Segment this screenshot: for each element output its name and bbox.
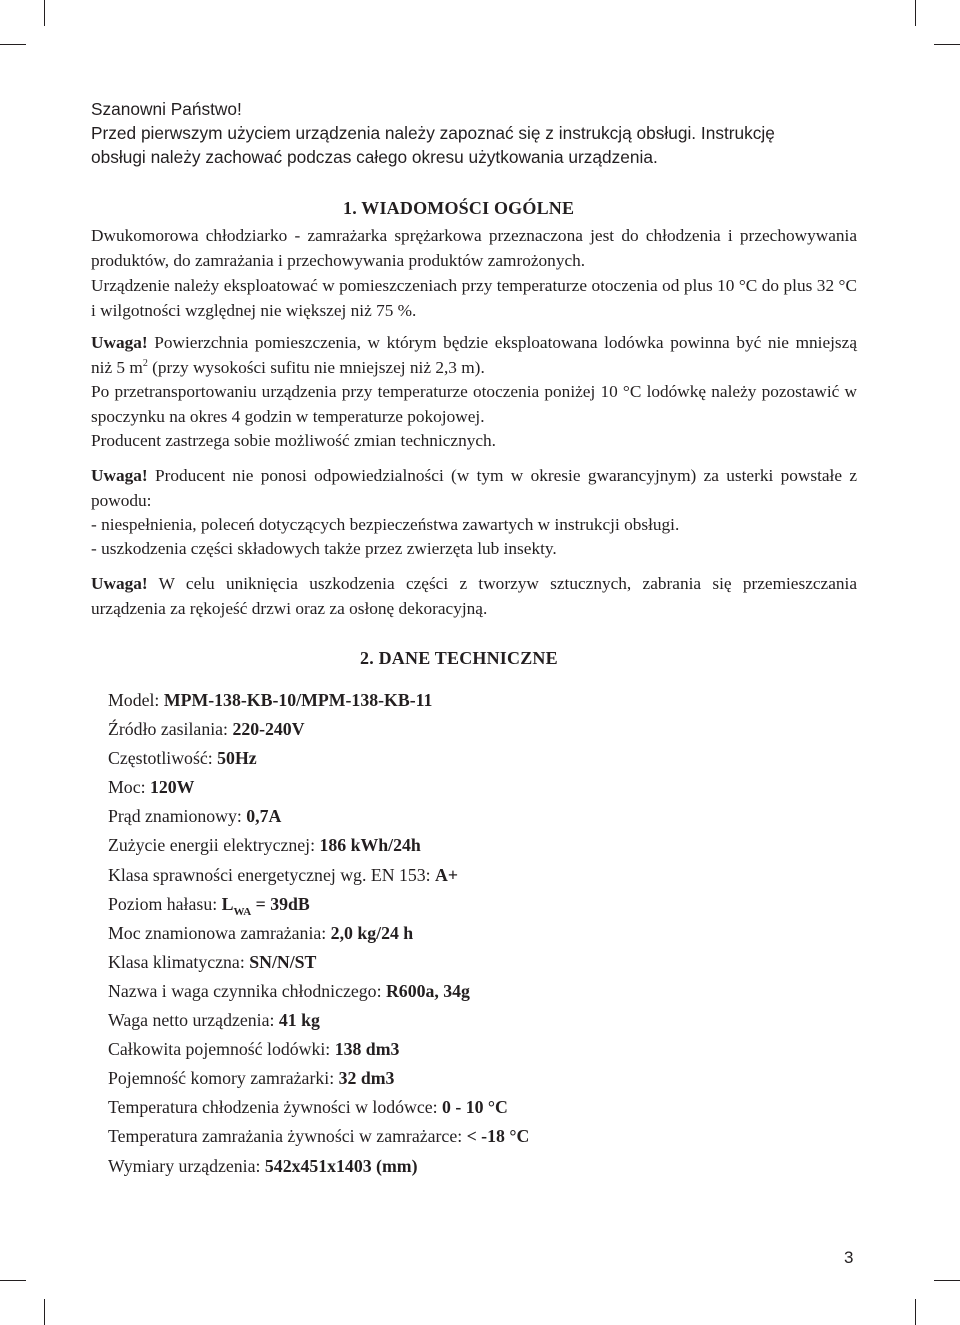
- page-number: 3: [844, 1248, 854, 1267]
- crop-mark: [934, 1280, 960, 1281]
- crop-mark: [0, 1280, 26, 1281]
- section-1-para-1: Dwukomorowa chłodziarko - zamrażarka sprężarkowa przeznaczona jest do chłodzenia i przechowywania produktów, do zamrażania i przechowywania produktów zamrożonych.: [91, 226, 857, 270]
- superscript-2: 2: [142, 357, 148, 369]
- section-2-title: 2. DANE TECHNICZNE: [360, 648, 558, 668]
- spec-frequency: Częstotliwość: 50Hz: [108, 748, 257, 769]
- warning-3: [91, 572, 857, 621]
- intro-line-2: obsługi należy zachować podczas całego okresu użytkowania urządzenia.: [91, 147, 658, 167]
- crop-mark: [44, 0, 45, 26]
- spec-noise-level: Poziom hałasu: $L_{WA} = 39dB$: [108, 893, 310, 918]
- section-1-para-2: Urządzenie należy eksploatować w pomieszczeniach przy temperaturze otoczenia od plus 10 °C do plus 32 °C i wilgotności względnej nie większej niż 75 %.: [91, 276, 857, 320]
- spec-refrigerant: Nazwa i waga czynnika chłodniczego: R600a, 34g: [108, 980, 470, 1001]
- spec-power-source: Źródło zasilania: 220-240V: [108, 719, 305, 740]
- crop-mark: [44, 1299, 45, 1325]
- crop-mark: [915, 0, 916, 26]
- warning-1-text-end: (przy wysokości sufitu nie mniejszej niż 2,3 m).: [147, 357, 485, 377]
- section-1-title: 1. WIADOMOŚCI OGÓLNE: [343, 198, 575, 218]
- spec-freezer-temperature: Temperatura zamrażania żywności w zamrażarce: < -18 °C: [108, 1126, 530, 1147]
- crop-mark: [0, 44, 26, 45]
- warning-1: [91, 331, 857, 380]
- spec-freezing-capacity: Moc znamionowa zamrażania: 2,0 kg/24 h: [108, 922, 414, 943]
- bullet-1: - niespełnienia, poleceń dotyczących bezpieczeństwa zawartych w instrukcji obsługi.: [91, 515, 680, 534]
- spec-list: [108, 686, 529, 1181]
- crop-mark: [915, 1299, 916, 1325]
- spec-fridge-temperature: Temperatura chłodzenia żywności w lodówce: 0 - 10 °C: [108, 1097, 508, 1118]
- spec-total-capacity: Całkowita pojemność lodówki: 138 dm3: [108, 1039, 400, 1060]
- warning-1-text: Powierzchnia pomieszczenia, w którym będzie eksploatowana lodówka powinna być nie mniejszą niż 5 m: [91, 333, 857, 377]
- spec-power: Moc: 120W: [108, 777, 195, 798]
- greeting: Szanowni Państwo!: [91, 99, 242, 119]
- spec-freezer-capacity: Pojemność komory zamrażarki: 32 dm3: [108, 1068, 395, 1089]
- spec-climate-class: Klasa klimatyczna: SN/N/ST: [108, 951, 317, 972]
- warning-2: [91, 464, 857, 513]
- bullet-2: - uszkodzenia części składowych także przez zwierzęta lub insekty.: [91, 539, 557, 558]
- spec-dimensions: Wymiary urządzenia: 542x451x1403 (mm): [108, 1155, 418, 1176]
- crop-mark: [934, 44, 960, 45]
- section-1-para-3: Po przetransportowaniu urządzenia przy temperaturze otoczenia poniżej 10 °C lodówkę należy pozostawić w spoczynku na okres 4 godzin w temperaturze pokojowej.: [91, 382, 857, 426]
- spec-model: Model: MPM-138-KB-10/MPM-138-KB-11: [108, 690, 433, 710]
- spec-net-weight: Waga netto urządzenia: 41 kg: [108, 1010, 320, 1031]
- warning-2-text: Producent nie ponosi odpowiedzialności (w tym w okresie gwarancyjnym) za usterki powstałe z powodu:: [91, 466, 857, 510]
- intro-line-1: Przed pierwszym użyciem urządzenia należy zapoznać się z instrukcją obsługi. Instrukcję: [91, 123, 775, 143]
- warning-label: Uwaga!: [91, 333, 148, 352]
- warning-label: Uwaga!: [91, 466, 148, 485]
- spec-energy-consumption: Zużycie energii elektrycznej: 186 kWh/24h: [108, 835, 421, 856]
- warning-label: Uwaga!: [91, 574, 148, 593]
- spec-energy-class: Klasa sprawności energetycznej wg. EN 153: A+: [108, 864, 459, 885]
- spec-rated-current: Prąd znamionowy: 0,7A: [108, 806, 282, 827]
- warning-3-text: W celu uniknięcia uszkodzenia części z tworzyw sztucznych, zabrania się przemieszczania urządzenia za rękojeść drzwi oraz za osłonę dekoracyjną.: [91, 574, 857, 618]
- section-1-para-4: Producent zastrzega sobie możliwość zmian technicznych.: [91, 431, 496, 450]
